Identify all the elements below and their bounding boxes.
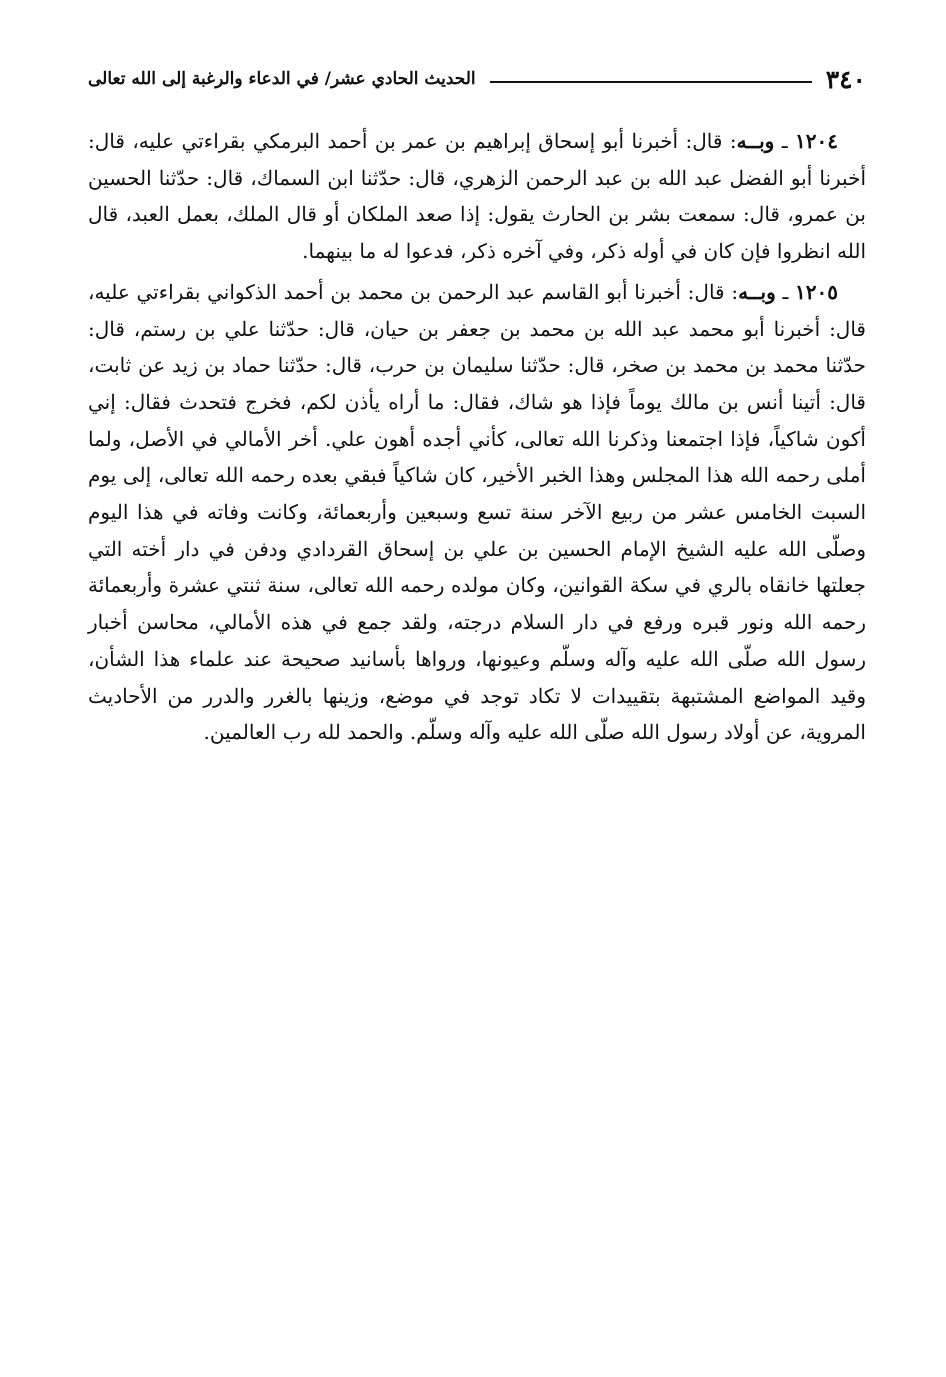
hadith-number: ١٢٠٤ <box>795 129 838 153</box>
chapter-title: الحديث الحادي عشر/ في الدعاء والرغبة إلى الله تعالى <box>88 69 476 89</box>
hadith-number: ١٢٠٥ <box>795 279 838 304</box>
hadith-separator: ـ <box>775 279 796 304</box>
hadith-text: : قال: أخبرنا أبو إسحاق إبراهيم بن عمر بن أحمد البرمكي بقراءتي عليه، قال: أخبرنا أبو الفضل عبد الله بن عبد الرحمن الزهري، قال: حدّثنا ابن السماك، قال: حدّثنا الحسين بن عمرو، قال: سمعت بشر بن الحارث يقول: إذا صعد الملكان أو قال الملك، بعمل العبد، قال الله انظروا فإن كان في أوله ذكر، وفي آخره ذكر، فدعوا له ما بينهما. <box>88 129 866 264</box>
hadith-intro: وبــه <box>738 279 776 304</box>
hadith-paragraph-1205 <box>88 274 866 751</box>
hadith-text: : قال: أخبرنا أبو القاسم عبد الرحمن بن محمد بن أحمد الذكواني بقراءتي عليه، قال: أخبرنا أبو محمد عبد الله بن محمد بن جعفر بن حيان، قال: حدّثنا علي بن رستم، قال: حدّثنا محمد بن محمد بن صخر، قال: حدّثنا سليمان بن حرب، قال: حدّثنا حماد بن زيد عن ثابت، قال: أتينا أنس بن مالك يوماً فإذا هو شاك، فقال: ما أراه يأذن لكم، فخرج فتحدث فقال: إني أكون شاكياً، فإذا اجتمعنا وذكرنا الله تعالى، كأني أجده أهون علي. أخر الأمالي في الأصل، ولما أملى رحمه الله هذا المجلس وهذا الخبر الأخير، كان شاكياً فبقي بعده رحمه الله تعالى، إلى يوم السبت الخامس عشر من ربيع الآخر سنة تسع وسبعين وأربعمائة، وكانت وفاته في هذا اليوم وصلّى الله عليه الشيخ الإمام الحسين بن علي بن إسحاق القردادي ودفن في دار أخته التي جعلتها خانقاه بالري في سكة القوانين، وكان مولده رحمه الله تعالى، سنة ثنتي عشرة وأربعمائة رحمه الله ونور قبره ورفع في دار السلام درجته، ولقد جمع في هذه الأمالي، محاسن أخبار رسول الله صلّى الله عليه وآله وسلّم وعيونها، ورواها بأسانيد صحيحة عند علماء هذا الشأن، وقيد المواضع المشتبهة بتقييدات لا تكاد توجد في موضع، وزينها بالغرر والدرر من الأحاديث المروية، عن أولاد رسول الله صلّى الله عليه وآله وسلّم. والحمد لله رب العالمين. <box>88 279 866 745</box>
page-number: ٣٤٠ <box>825 64 866 94</box>
hadith-intro: وبــه <box>736 129 775 153</box>
body-text <box>88 123 866 755</box>
running-header <box>88 64 866 94</box>
hadith-paragraph-1204 <box>88 123 866 270</box>
header-rule <box>490 81 812 83</box>
hadith-separator: ـ <box>774 129 796 153</box>
